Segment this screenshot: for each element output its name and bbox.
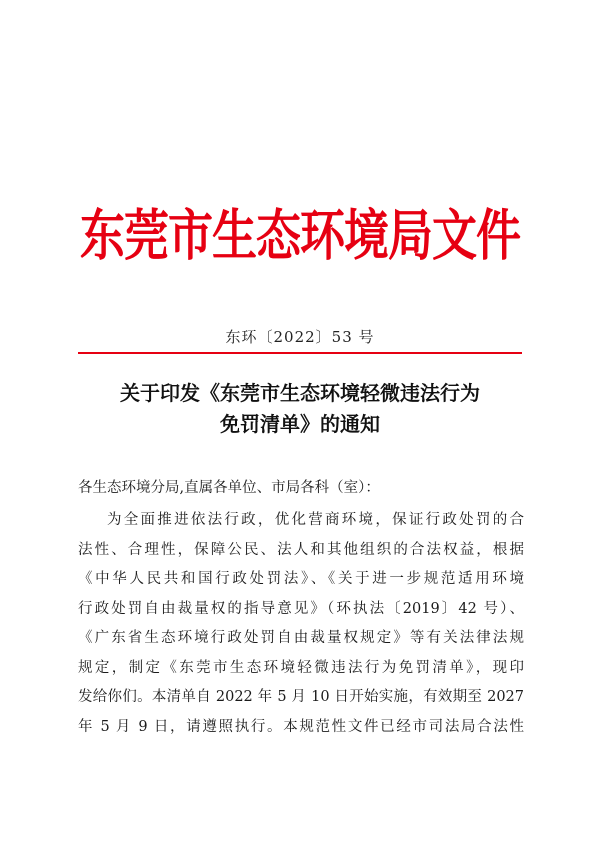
red-header-title: 东莞市生态环境局文件 — [79, 203, 520, 268]
body-line: 行政处罚自由裁量权的指导意见》（环执法〔2019〕42 号）、 — [78, 600, 524, 617]
body-line: 年 5 月 9 日，请遵照执行。本规范性文件已经市司法局合法性 — [78, 718, 524, 735]
notice-title-line-2: 免罚清单》的通知 — [220, 412, 380, 436]
body-line: 法性、合理性，保障公民、法人和其他组织的合法权益，根据 — [78, 541, 524, 558]
body-line: 《中华人民共和国行政处罚法》、《关于进一步规范适用环境 — [78, 571, 524, 587]
salutation: 各生态环境分局,直属各单位、市局各科（室）： — [78, 480, 380, 496]
notice-title — [60, 378, 540, 440]
body-line: 为全面推进依法行政，优化营商环境，保证行政处罚的合 — [107, 512, 524, 528]
body-line: 《广东省生态环境行政处罚自由裁量权规定》等有关法律法规 — [78, 630, 524, 646]
body-line: 规定，制定《东莞市生态环境轻微违法行为免罚清单》，现印 — [78, 659, 524, 676]
body-line: 发给你们。本清单自 2022 年 5 月 10 日开始实施，有效期至 2027 — [78, 689, 524, 705]
notice-body — [78, 506, 524, 742]
notice-title-line-1: 关于印发《东莞市生态环境轻微违法行为 — [120, 381, 480, 405]
document-number: 东环〔2022〕53 号 — [225, 328, 375, 346]
red-divider-line — [78, 352, 522, 354]
